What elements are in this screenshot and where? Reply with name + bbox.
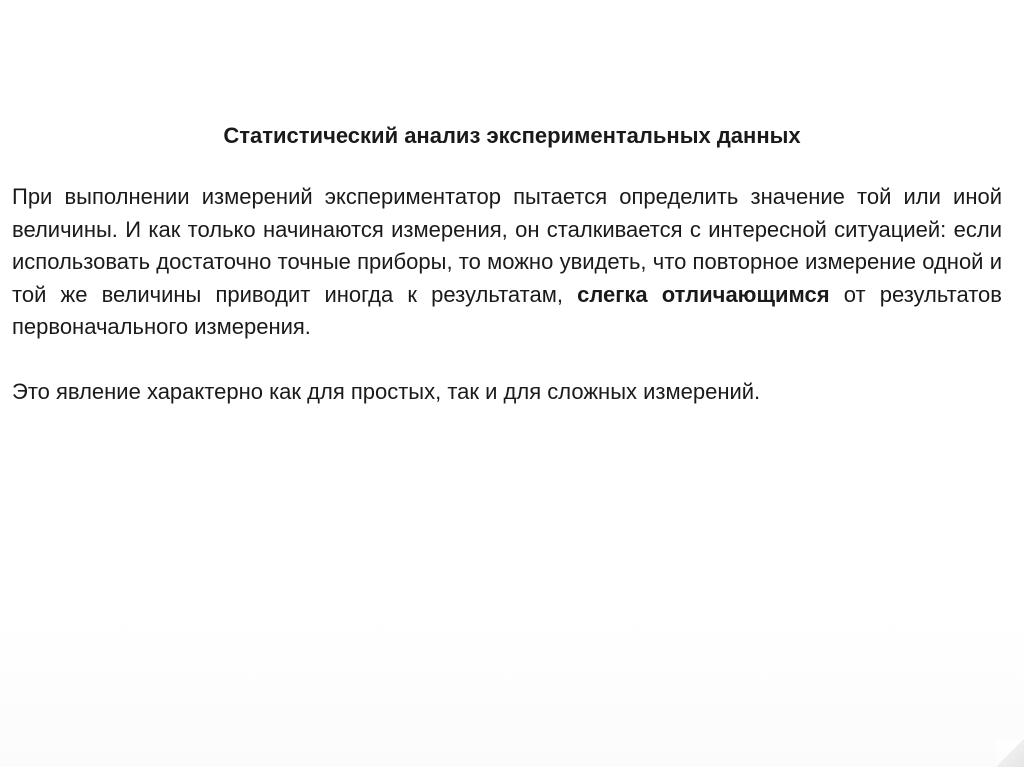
page-corner-shadow [996, 739, 1024, 767]
paragraph-measurements [12, 181, 1002, 344]
paragraph-text-start: При выполнении измерений экспериментатор пытается определить значение той или иной величины. И как только начинаются измерения, он сталкивается с интересной ситуацией: если использовать достаточно точные приборы, то можно увидеть, что повторное измерение одной и той же величины приводит иногда к результатам, [12, 184, 1002, 307]
document-title: Статистический анализ экспериментальных данных [223, 123, 801, 148]
emphasized-phrase: слегка отличающимся [577, 281, 830, 307]
document-body [12, 181, 1002, 408]
paragraph-spacer [12, 344, 1002, 376]
paragraph-phenomenon: Это явление характерно как для простых, так и для сложных измерений. [12, 378, 761, 404]
paragraph-text-end: от результатов первоначального измерения. [12, 281, 1002, 339]
